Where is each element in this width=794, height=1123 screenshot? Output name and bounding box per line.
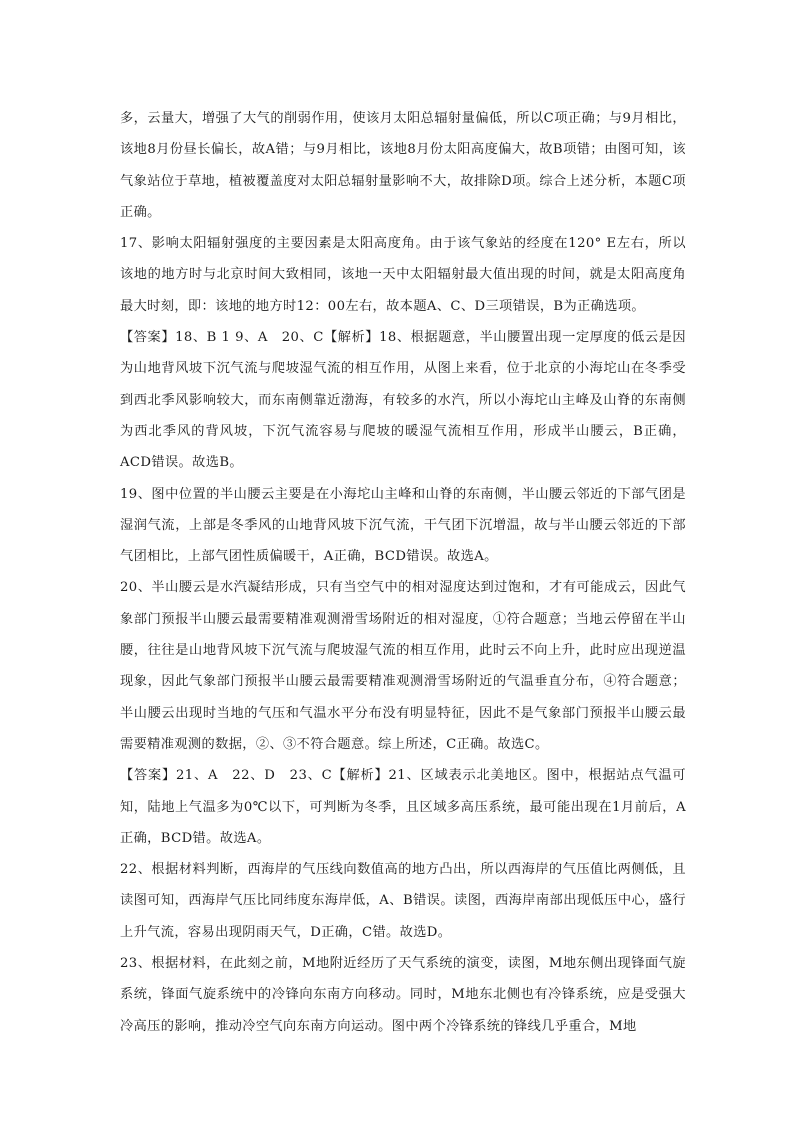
paragraph-answer-19: 19、图中位置的半山腰云主要是在小海坨山主峰和山脊的东南侧，半山腰云邻近的下部气团是湿润气流，上部是冬季风的山地背风坡下沉气流，干气团下沉增温，故与半山腰云邻近的下部气团相比，上部气团性质偏暖干，A正确，BCD错误。故选A。 — [120, 486, 686, 565]
paragraph-answer-18-20: 【答案】18、B 1 9、A 20、C【解析】18、根据题意，半山腰置出现一定厚度的低云是因为山地背风坡下沉气流与爬坡湿气流的相互作用，从图上来看，位于北京的小海坨山在冬季受到西北季风影响较大，而东南侧靠近渤海，有较多的水汽，所以小海坨山主峰及山脊的东南侧为西北季风的背风坡，下沉气流容易与爬坡的暖湿气流相互作用，形成半山腰云，B正确，ACD错误。故选B。 — [120, 330, 686, 471]
paragraph-answer-22: 22、根据材料判断，西海岸的气压线向数值高的地方凸出，所以西海岸的气压值比两侧低，且读图可知，西海岸气压比同纬度东海岸低，A、B错误。读图，西海岸南部出现低压中心，盛行上升气流，容易出现阴雨天气，D正确，C错。故选D。 — [120, 862, 686, 940]
paragraph-answer-23: 23、根据材料，在此刻之前，M地附近经历了天气系统的演变，读图，M地东侧出现锋面气旋系统，锋面气旋系统中的冷锋向东南方向移动。同时，M地东北侧也有冷锋系统，应是受强大冷高压的影响，推动冷空气向东南方向运动。图中两个冷锋系统的锋线几乎重合，M地 — [120, 956, 686, 1034]
paragraph-answer-17: 17、影响太阳辐射强度的主要因素是太阳高度角。由于该气象站的经度在120° E左右，所以该地的地方时与北京时间大致相同，该地一天中太阳辐射最大值出现的时间，就是太阳高度角最大时刻，即：该地的地方时12：00左右，故本题A、C、D三项错误，B为正确选项。 — [120, 236, 686, 314]
paragraph-answer-20: 20、半山腰云是水汽凝结形成，只有当空气中的相对湿度达到过饱和，才有可能成云，因此气象部门预报半山腰云最需要精准观测滑雪场附近的相对湿度，①符合题意；当地云停留在半山腰，往往是山地背风坡下沉气流与爬坡湿气流的相互作用，此时云不向上升，此时应出现逆温现象，因此气象部门预报半山腰云最需要精准观测滑雪场附近的气温垂直分布，④符合题意；半山腰云出现时当地的气压和气温水平分布没有明显特征，因此不是气象部门预报半山腰云最需要精准观测的数据，②、③不符合题意。综上所述，C正确。故选C。 — [120, 580, 686, 752]
paragraph-answer-21-23: 【答案】21、A 22、D 23、C【解析】21、区域表示北美地区。图中，根据站点气温可知，陆地上气温多为0℃以下，可判断为冬季，且区域多高压系统，最可能出现在1月前后，A正确，BCD错。故选A。 — [120, 768, 686, 846]
paragraph-continuation-16: 多，云量大，增强了大气的削弱作用，使该月太阳总辐射量偏低，所以C项正确；与9月相比，该地8月份昼长偏长，故A错；与9月相比，该地8月份太阳高度偏大，故B项错；由图可知，该气象站位于草地，植被覆盖度对太阳总辐射量影响不大，故排除D项。综合上述分析，本题C项正确。 — [120, 111, 686, 220]
